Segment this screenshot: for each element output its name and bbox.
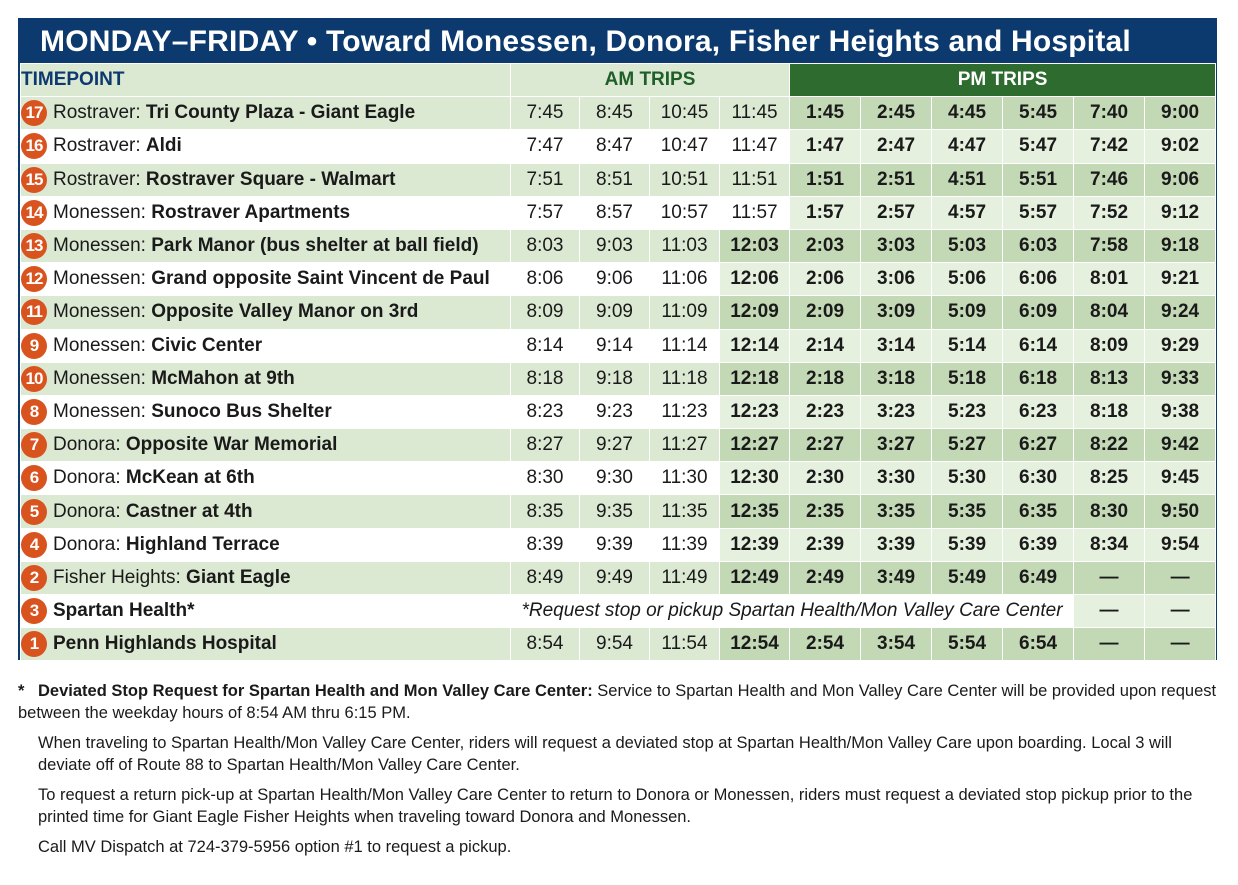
time-cell: — [1074,628,1145,661]
pm-trips-header: PM TRIPS [790,64,1216,97]
time-cell: 6:49 [1003,561,1074,594]
time-cell: 12:18 [720,362,790,395]
timepoint-cell [21,561,511,594]
stop-city: Monessen: [53,400,152,422]
stop-name: Tri County Plaza - Giant Eagle [145,102,416,124]
time-cell: 12:14 [720,329,790,362]
schedule-row [21,329,1216,362]
time-cell: 9:03 [580,229,650,262]
time-cell: 3:23 [861,395,932,428]
time-cell: 3:27 [861,429,932,462]
stop-number-badge: 1 [21,631,47,657]
time-cell: 7:51 [511,163,580,196]
time-cell: 11:57 [720,196,790,229]
time-cell: 9:06 [580,263,650,296]
time-cell: 2:54 [790,628,861,661]
time-cell: 9:12 [1145,196,1216,229]
timepoint-header: TIMEPOINT [21,64,511,97]
time-cell: 3:18 [861,362,932,395]
timepoint-cell [21,130,511,163]
time-cell: 1:51 [790,163,861,196]
time-cell: 12:35 [720,495,790,528]
note-text-1: Service to Spartan Health and Mon Valley Care Center will be provided upon request between the weekday hours of 8:54 AM thru 6:15 PM. [18,682,1217,722]
time-cell: 6:54 [1003,628,1074,661]
time-cell: 8:54 [511,628,580,661]
time-cell: 9:09 [580,296,650,329]
time-cell: 5:49 [932,561,1003,594]
request-stop-note: *Request stop or pickup Spartan Health/Mon Valley Care Center [511,595,1074,628]
timepoint-cell [21,362,511,395]
time-cell: 5:30 [932,462,1003,495]
schedule-row [21,495,1216,528]
stop-name: Aldi [145,135,182,157]
note-text-2: When traveling to Spartan Health/Mon Valley Care Center, riders will request a deviated stop at Spartan Health/Mon Valley Care upon boarding. Local 3 will deviate off of Route 88 to Spartan Health/Mon Valley Care Center. [38,734,1172,774]
time-cell: 10:57 [650,196,720,229]
time-cell: 6:30 [1003,462,1074,495]
time-cell: 8:14 [511,329,580,362]
time-cell: 5:47 [1003,130,1074,163]
timepoint-cell [21,595,511,628]
time-cell: 12:39 [720,528,790,561]
asterisk-mark: * [18,682,25,700]
schedule-row [21,163,1216,196]
stop-city: Monessen: [53,301,152,323]
stop-name: Opposite War Memorial [125,434,338,456]
time-cell: 11:14 [650,329,720,362]
time-cell: 12:23 [720,395,790,428]
schedule-row [21,395,1216,428]
stop-city: Rostraver: [53,135,146,157]
time-cell: 11:39 [650,528,720,561]
time-cell: 11:45 [720,97,790,130]
stop-name: Rostraver Square - Walmart [145,168,396,190]
time-cell: 2:35 [790,495,861,528]
stop-city: Fisher Heights: [53,566,187,588]
time-cell: 2:45 [861,97,932,130]
time-cell: — [1074,595,1145,628]
time-cell: 2:51 [861,163,932,196]
time-cell: 8:18 [511,362,580,395]
stop-city: Monessen: [53,235,152,257]
stop-name: Park Manor (bus shelter at ball field) [151,235,479,257]
time-cell: 7:46 [1074,163,1145,196]
stop-name: Penn Highlands Hospital [53,633,277,655]
time-cell: 9:49 [580,561,650,594]
time-cell: 3:49 [861,561,932,594]
schedule-frame [18,18,1217,660]
time-cell: 7:58 [1074,229,1145,262]
time-cell: 9:23 [580,395,650,428]
time-cell: 10:51 [650,163,720,196]
stop-name: Giant Eagle [186,566,291,588]
time-cell: 10:45 [650,97,720,130]
time-cell: 3:54 [861,628,932,661]
stop-number-badge: 9 [21,333,47,359]
time-cell: 7:47 [511,130,580,163]
time-cell: 9:30 [580,462,650,495]
time-cell: 2:09 [790,296,861,329]
time-cell: 12:49 [720,561,790,594]
time-cell: 9:54 [580,628,650,661]
timepoint-cell [21,229,511,262]
time-cell: 7:42 [1074,130,1145,163]
time-cell: 11:49 [650,561,720,594]
stop-number-badge: 15 [21,167,47,193]
time-cell: 5:51 [1003,163,1074,196]
stop-number-badge: 11 [21,299,47,325]
time-cell: 6:23 [1003,395,1074,428]
timepoint-cell [21,429,511,462]
stop-city: Donora: [53,467,126,489]
timepoint-cell [21,628,511,661]
time-cell: 2:14 [790,329,861,362]
time-cell: 6:03 [1003,229,1074,262]
time-cell: 11:18 [650,362,720,395]
time-cell: 8:06 [511,263,580,296]
time-cell: 2:47 [861,130,932,163]
schedule-row [21,229,1216,262]
time-cell: 3:09 [861,296,932,329]
stop-name: Grand opposite Saint Vincent de Paul [151,268,490,290]
time-cell: 5:35 [932,495,1003,528]
stop-number-badge: 4 [21,532,47,558]
timepoint-cell [21,196,511,229]
time-cell: 2:27 [790,429,861,462]
time-cell: 5:54 [932,628,1003,661]
time-cell: — [1145,595,1216,628]
time-cell: 9:42 [1145,429,1216,462]
time-cell: 5:14 [932,329,1003,362]
time-cell: 11:47 [720,130,790,163]
time-cell: 9:18 [1145,229,1216,262]
stop-name: Opposite Valley Manor on 3rd [151,301,419,323]
time-cell: 2:23 [790,395,861,428]
time-cell: 9:33 [1145,362,1216,395]
time-cell: 2:18 [790,362,861,395]
time-cell: 2:06 [790,263,861,296]
time-cell: 9:45 [1145,462,1216,495]
timepoint-cell [21,395,511,428]
stop-name: McKean at 6th [125,467,255,489]
time-cell: 7:52 [1074,196,1145,229]
time-cell: 8:49 [511,561,580,594]
time-cell: 5:23 [932,395,1003,428]
stop-city: Rostraver: [53,168,146,190]
time-cell: 4:47 [932,130,1003,163]
time-cell: 9:21 [1145,263,1216,296]
time-cell: 10:47 [650,130,720,163]
timepoint-cell [21,163,511,196]
time-cell: 8:51 [580,163,650,196]
time-cell: 6:27 [1003,429,1074,462]
time-cell: 9:39 [580,528,650,561]
notes-section [18,680,1218,866]
time-cell: 2:57 [861,196,932,229]
stop-city: Monessen: [53,334,152,356]
time-cell: 6:06 [1003,263,1074,296]
time-cell: 8:35 [511,495,580,528]
time-cell: 9:06 [1145,163,1216,196]
schedule-row [21,196,1216,229]
time-cell: 5:06 [932,263,1003,296]
stop-number-badge: 6 [21,465,47,491]
stop-number-badge: 16 [21,133,47,159]
time-cell: 3:06 [861,263,932,296]
schedule-row [21,296,1216,329]
time-cell: 6:39 [1003,528,1074,561]
time-cell: 12:30 [720,462,790,495]
time-cell: 7:57 [511,196,580,229]
schedule-row [21,97,1216,130]
time-cell: 8:18 [1074,395,1145,428]
time-cell: 5:27 [932,429,1003,462]
note-text-4: Call MV Dispatch at 724-379-5956 option #1 to request a pickup. [38,838,512,856]
time-cell: 11:03 [650,229,720,262]
schedule-row [21,130,1216,163]
time-cell: 3:30 [861,462,932,495]
time-cell: 6:35 [1003,495,1074,528]
time-cell: 9:35 [580,495,650,528]
time-cell: 5:57 [1003,196,1074,229]
time-cell: — [1145,628,1216,661]
time-cell: 11:06 [650,263,720,296]
time-cell: 8:09 [511,296,580,329]
stop-number-badge: 7 [21,432,47,458]
stop-name: McMahon at 9th [151,367,295,389]
time-cell: 3:14 [861,329,932,362]
schedule-row [21,528,1216,561]
time-cell: 3:35 [861,495,932,528]
time-cell: 6:09 [1003,296,1074,329]
time-cell: 3:03 [861,229,932,262]
time-cell: 9:00 [1145,97,1216,130]
time-cell: 9:38 [1145,395,1216,428]
time-cell: 4:57 [932,196,1003,229]
stop-name: Highland Terrace [125,533,280,555]
schedule-row [21,429,1216,462]
time-cell: 11:23 [650,395,720,428]
time-cell: 9:02 [1145,130,1216,163]
time-cell: 8:09 [1074,329,1145,362]
time-cell: 5:09 [932,296,1003,329]
time-cell: 8:30 [1074,495,1145,528]
time-cell: 5:45 [1003,97,1074,130]
stop-city: Rostraver: [53,102,146,124]
stop-name: Castner at 4th [125,500,253,522]
time-cell: 2:03 [790,229,861,262]
time-cell: 9:54 [1145,528,1216,561]
am-trips-header: AM TRIPS [511,64,790,97]
stop-city: Monessen: [53,201,152,223]
time-cell: 12:03 [720,229,790,262]
stop-number-badge: 8 [21,399,47,425]
schedule-row [21,462,1216,495]
time-cell: 8:47 [580,130,650,163]
stop-number-badge: 14 [21,200,47,226]
time-cell: 7:45 [511,97,580,130]
time-cell: 8:01 [1074,263,1145,296]
stop-city: Monessen: [53,268,152,290]
stop-number-badge: 10 [21,366,47,392]
time-cell: 9:50 [1145,495,1216,528]
stop-number-badge: 17 [21,100,47,126]
time-cell: 12:54 [720,628,790,661]
stop-number-badge: 3 [21,598,47,624]
time-cell: 2:39 [790,528,861,561]
time-cell: 8:45 [580,97,650,130]
time-cell: — [1074,561,1145,594]
time-cell: 11:35 [650,495,720,528]
time-cell: 11:09 [650,296,720,329]
time-cell: — [1145,561,1216,594]
timepoint-cell [21,97,511,130]
time-cell: 8:25 [1074,462,1145,495]
time-cell: 3:39 [861,528,932,561]
time-cell: 2:30 [790,462,861,495]
time-cell: 9:14 [580,329,650,362]
schedule-row [21,561,1216,594]
time-cell: 7:40 [1074,97,1145,130]
stop-number-badge: 13 [21,233,47,259]
time-cell: 12:09 [720,296,790,329]
time-cell: 8:57 [580,196,650,229]
schedule-row [21,628,1216,661]
time-cell: 11:27 [650,429,720,462]
timepoint-cell [21,528,511,561]
time-cell: 1:57 [790,196,861,229]
stop-city: Donora: [53,500,126,522]
time-cell: 9:24 [1145,296,1216,329]
time-cell: 1:47 [790,130,861,163]
schedule-row [21,362,1216,395]
time-cell: 8:34 [1074,528,1145,561]
time-cell: 6:14 [1003,329,1074,362]
time-cell: 4:51 [932,163,1003,196]
timepoint-cell [21,263,511,296]
stop-name: Rostraver Apartments [151,201,351,223]
timepoint-cell [21,296,511,329]
stop-city: Donora: [53,533,126,555]
stop-city: Monessen: [53,367,152,389]
time-cell: 11:30 [650,462,720,495]
stop-name: Civic Center [151,334,263,356]
time-cell: 6:18 [1003,362,1074,395]
schedule-table [20,63,1216,661]
time-cell: 2:49 [790,561,861,594]
stop-name: Spartan Health* [53,600,195,622]
stop-number-badge: 5 [21,499,47,525]
time-cell: 8:30 [511,462,580,495]
timepoint-cell [21,495,511,528]
timepoint-cell [21,329,511,362]
time-cell: 5:18 [932,362,1003,395]
schedule-row [21,595,1216,628]
time-cell: 5:03 [932,229,1003,262]
header-row [21,64,1216,97]
time-cell: 12:06 [720,263,790,296]
time-cell: 12:27 [720,429,790,462]
time-cell: 9:29 [1145,329,1216,362]
schedule-row [21,263,1216,296]
stop-number-badge: 12 [21,266,47,292]
time-cell: 8:39 [511,528,580,561]
stop-name: Sunoco Bus Shelter [151,400,332,422]
note-deviated-stop [18,680,1218,724]
note-lead: Deviated Stop Request for Spartan Health and Mon Valley Care Center: [38,682,593,700]
time-cell: 1:45 [790,97,861,130]
time-cell: 9:18 [580,362,650,395]
schedule-title: MONDAY–FRIDAY • Toward Monessen, Donora, Fisher Heights and Hospital [20,20,1215,63]
time-cell: 8:13 [1074,362,1145,395]
time-cell: 8:22 [1074,429,1145,462]
time-cell: 8:04 [1074,296,1145,329]
timepoint-cell [21,462,511,495]
stop-number-badge: 2 [21,565,47,591]
note-text-3: To request a return pick-up at Spartan Health/Mon Valley Care Center to return to Donora or Monessen, riders must request a deviated stop pickup prior to the printed time for Giant Eagle Fisher Heights when traveling toward Donora and Monessen. [38,786,1193,826]
time-cell: 8:03 [511,229,580,262]
time-cell: 11:51 [720,163,790,196]
time-cell: 11:54 [650,628,720,661]
time-cell: 8:27 [511,429,580,462]
time-cell: 8:23 [511,395,580,428]
time-cell: 4:45 [932,97,1003,130]
time-cell: 9:27 [580,429,650,462]
stop-city: Donora: [53,434,126,456]
time-cell: 5:39 [932,528,1003,561]
